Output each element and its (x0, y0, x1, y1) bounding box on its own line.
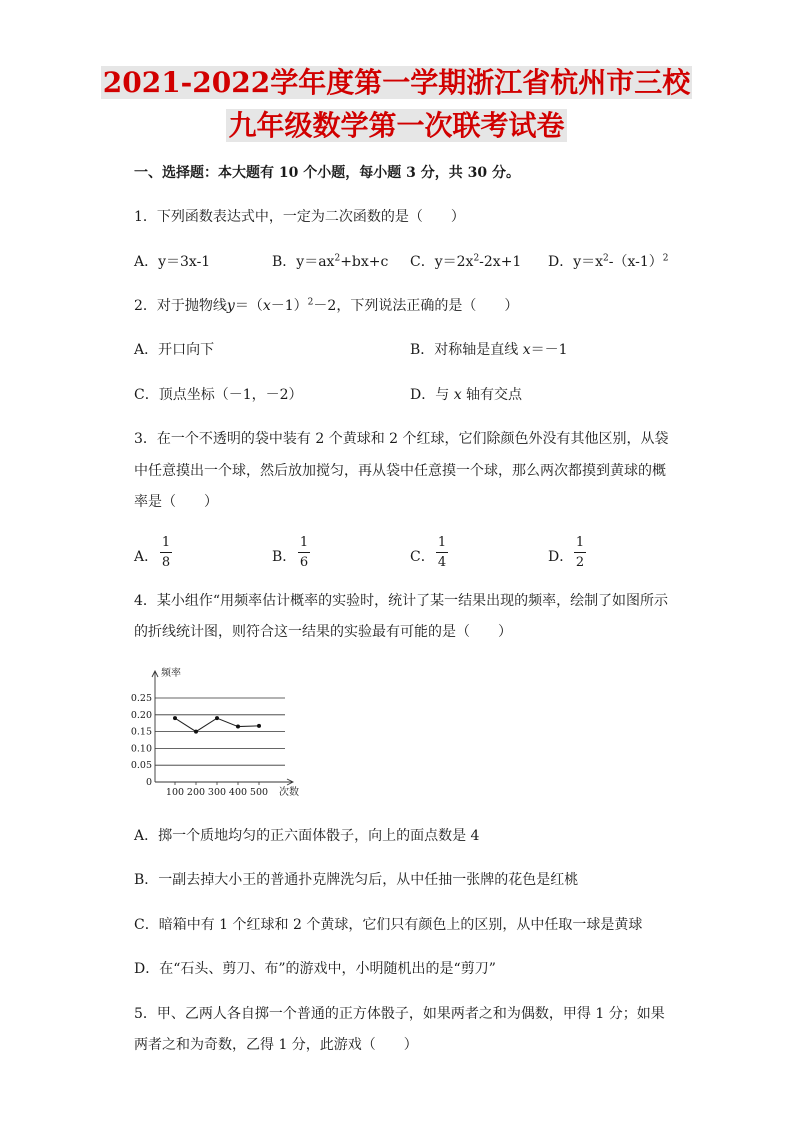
q1-option-d: D．$y=x^2-(x-1)^2$ (548, 253, 669, 270)
chart-x-tick-label: 200 (186, 787, 206, 798)
chart-y-tick-label: 0 (145, 777, 152, 788)
section-heading: 一、选择题：本大题有 10 个小题，每小题 3 分，共 30 分。 (134, 165, 520, 181)
chart-data-point (215, 716, 219, 720)
question-3-line3: 率是（ ） (134, 494, 218, 510)
chart-x-tick-label: 300 (207, 787, 227, 798)
q2-option-d: D．与 x 轴有交点 (410, 387, 523, 403)
question-3-line2: 中任意摸出一个球，然后放加搅匀，再从袋中任意摸一个球，那么两次都摸到黄球的概 (134, 463, 666, 479)
question-2-stem: 2．对于抛物线$y=(x-1)^2-2$，下列说法正确的是（ ） (134, 297, 519, 314)
q4-option-c: C．暗箱中有 1 个红球和 2 个黄球，它们只有颜色上的区别，从中任取一球是黄球 (134, 917, 643, 933)
frequency-line-chart (125, 664, 325, 804)
question-5-line2: 两者之和为奇数，乙得 1 分，此游戏（ ） (134, 1037, 418, 1053)
chart-y-tick-label: 0.10 (130, 743, 152, 755)
question-3-line1: 3．在一个不透明的袋中装有 2 个黄球和 2 个红球，它们除颜色外没有其他区别，从袋 (134, 431, 669, 447)
chart-data-point (194, 730, 198, 734)
chart-data-point (236, 725, 240, 729)
chart-y-axis-label: 频率 (161, 668, 181, 679)
q4-option-d: D．在“石头、剪刀、布”的游戏中，小明随机出的是“剪刀” (134, 961, 496, 977)
q2-option-b: B．对称轴是直线 x＝－1 (410, 342, 568, 358)
exam-title-line1: 2021-2022学年度第一学期浙江省杭州市三校 (102, 66, 691, 99)
question-4-line1: 4．某小组作“用频率估计概率的实验时，统计了某一结果出现的频率，绘制了如图所示 (134, 593, 669, 609)
question-5-line1: 5．甲、乙两人各自掷一个普通的正方体骰子，如果两者之和为偶数，甲得 1 分；如果 (134, 1006, 665, 1022)
exam-title-line2: 九年级数学第一次联考试卷 (228, 109, 565, 142)
chart-series-line (175, 718, 259, 731)
chart-y-tick-label: 0.20 (130, 709, 152, 721)
q4-option-a: A．掷一个质地均匀的正六面体骰子，向上的面点数是 4 (134, 828, 480, 844)
q4-option-b: B．一副去掉大小王的普通扑克牌洗匀后，从中任抽一张牌的花色是红桃 (134, 872, 579, 888)
chart-y-tick-label: 0.05 (130, 760, 152, 772)
q1-option-a: A．y＝3x-1 (134, 254, 211, 270)
q2-option-a: A．开口向下 (134, 342, 215, 358)
q1-option-b: B．$y=ax^2+bx+c$ (272, 253, 389, 270)
question-4-line2: 的折线统计图，则符合这一结果的实验最有可能的是（ ） (134, 624, 512, 640)
q2-option-c: C．顶点坐标（－1，－2） (134, 387, 303, 403)
chart-y-tick-label: 0.25 (130, 693, 152, 704)
chart-x-axis-label: 次数 (279, 787, 299, 798)
chart-y-tick-label: 0.15 (130, 726, 152, 738)
chart-x-tick-label: 100 (165, 787, 185, 798)
q1-option-c: C．$y=2x^2-2x+1$ (410, 253, 522, 270)
chart-x-tick-label: 400 (228, 787, 248, 798)
question-1-stem: 1．下列函数表达式中，一定为二次函数的是（ ） (134, 209, 465, 225)
chart-x-tick-label: 500 (249, 787, 269, 798)
chart-data-point (173, 716, 177, 720)
chart-data-point (257, 724, 261, 728)
